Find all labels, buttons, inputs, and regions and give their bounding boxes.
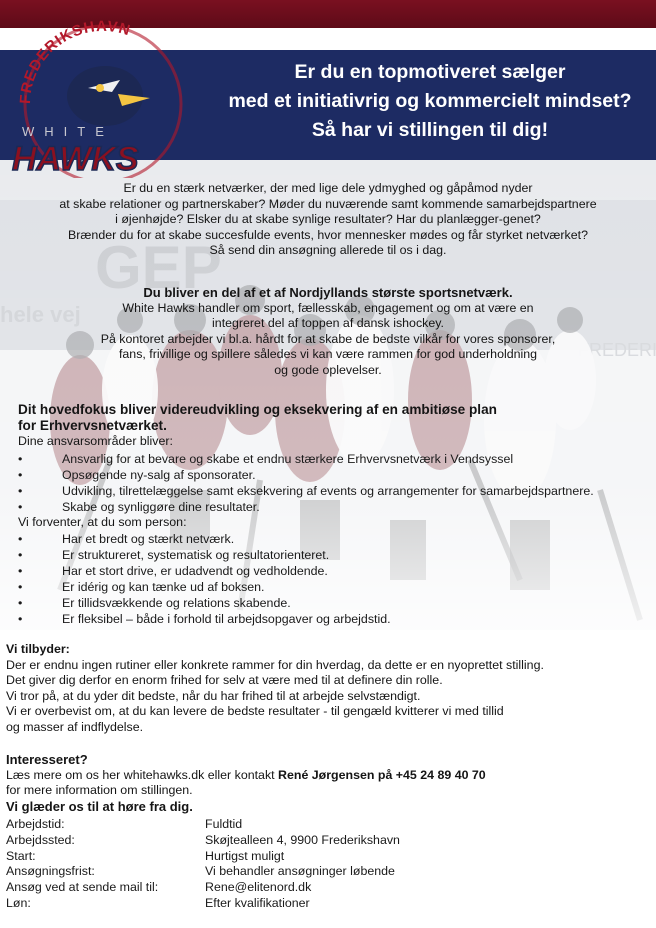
contact-person: René Jørgensen på +45 24 89 40 70 bbox=[278, 767, 486, 782]
logo-wordmark: HAWKS bbox=[12, 140, 139, 178]
network-heading: Du bliver en del af et af Nordjyllands største sportsnetværk. bbox=[143, 285, 513, 300]
focus-heading: Dit hovedfokus bliver videreudvikling og eksekvering af en ambitiøse plan for Erhvervsnetværket. bbox=[18, 402, 497, 433]
list-item: • Er tillidsvækkende og relations skabende. bbox=[18, 595, 391, 611]
detail-row: Arbejdssted: Skøjtealleen 4, 9900 Frederikshavn bbox=[6, 832, 400, 847]
list-item: • Skabe og synliggøre dine resultater. bbox=[18, 499, 594, 515]
headline-line-3: Så har vi stillingen til dig! bbox=[311, 119, 549, 141]
intro-paragraph: Er du en stærk netværker, der med lige dele ydmyghed og gåpåmod nyder at skabe relationer og partnerskaber? Møder du nuværende samt kommende samarbejdspartnere i øjenhøjde? Elsker du at skabe synlige resultater? Har du planlægger-genet? Brænder du for at skabe succesfulde events, hvor mennesker mødes og får styrket netværket? Så send din ansøgning allerede til os i dag. bbox=[59, 181, 597, 258]
detail-row: Arbejdstid: Fuldtid bbox=[6, 817, 243, 831]
list-item: • Er struktureret, systematisk og resultatorienteret. bbox=[18, 547, 391, 563]
list-item: • Har et bredt og stærkt netværk. bbox=[18, 531, 391, 547]
headline-line-2: med et initiativrig og kommercielt mindset? bbox=[228, 90, 632, 112]
detail-row: Start: Hurtigst muligt bbox=[6, 848, 285, 863]
logo-arc-text: FREDERIKSHAVN bbox=[16, 18, 133, 105]
network-section: Du bliver en del af et af Nordjyllands største sportsnetværk. White Hawks handler om sport, fællesskab, engagement og om at være en integreret del af toppen af dansk ishockey. På kontoret arbejder vi bl.a. hårdt for at skabe de bedste vilkår for vores sponsorer, fans, frivillige og spillere således vi kan være rammen for god underholdning og gode oplevelser. bbox=[0, 285, 656, 379]
list-item: • Har et stort drive, er udadvendt og vedholdende. bbox=[18, 563, 391, 579]
detail-row: Ansøg ved at sende mail til: Rene@elitenord.dk bbox=[6, 880, 312, 895]
headline-line-1: Er du en topmotiveret sælger bbox=[294, 61, 566, 83]
expectations-list bbox=[18, 531, 391, 627]
application-email: Rene@elitenord.dk bbox=[205, 880, 312, 895]
headline bbox=[210, 58, 650, 145]
interest-heading: Interesseret? bbox=[6, 752, 88, 767]
responsibilities-list bbox=[18, 451, 594, 515]
white-hawks-logo bbox=[0, 18, 200, 178]
detail-row: Ansøgningsfrist: Vi behandler ansøgninger løbende bbox=[6, 864, 395, 879]
detail-row: Løn: Efter kvalifikationer bbox=[6, 895, 310, 910]
logo-mid-text: WHITE bbox=[22, 124, 114, 139]
expectations-label: Vi forventer, at du som person: bbox=[18, 515, 187, 529]
offer-section: Vi tilbyder: Der er endnu ingen rutiner eller konkrete rammer for din hverdag, da dette er en nyoprettet stilling. Det giver dig derfor en enorm frihed for selv at være med til at definere din rolle. Vi tror på, at du yder dit bedste, når du har frihed til at arbejde selvstændigt. Vi er overbevist om, at du kan levere de bedste resultater - til gengæld kvitterer vi med tillid og masser af indflydelse. bbox=[6, 642, 646, 736]
offer-heading: Vi tilbyder: bbox=[6, 642, 70, 656]
list-item: • Udvikling, tilrettelæggelse samt eksekvering af events og arrangementer for samarbejdspartnere. bbox=[18, 483, 594, 499]
list-item: • Opsøgende ny-salg af sponsorater. bbox=[18, 467, 594, 483]
responsibilities-label: Dine ansvarsområder bliver: bbox=[18, 434, 173, 448]
contact-section: Interesseret? Læs mere om os her whitehawks.dk eller kontakt René Jørgensen på +45 24 89 40 70 for mere information om stillingen. Vi glæder os til at høre fra dig. bbox=[6, 752, 646, 814]
list-item: • Ansvarlig for at bevare og skabe et endnu stærkere Erhvervsnetværk i Vendsyssel bbox=[18, 451, 594, 467]
closing-line: Vi glæder os til at høre fra dig. bbox=[6, 798, 193, 814]
job-details bbox=[6, 817, 400, 912]
list-item: • Er fleksibel – både i forhold til arbejdsopgaver og arbejdstid. bbox=[18, 611, 391, 627]
list-item: • Er idérig og kan tænke ud af boksen. bbox=[18, 579, 391, 595]
